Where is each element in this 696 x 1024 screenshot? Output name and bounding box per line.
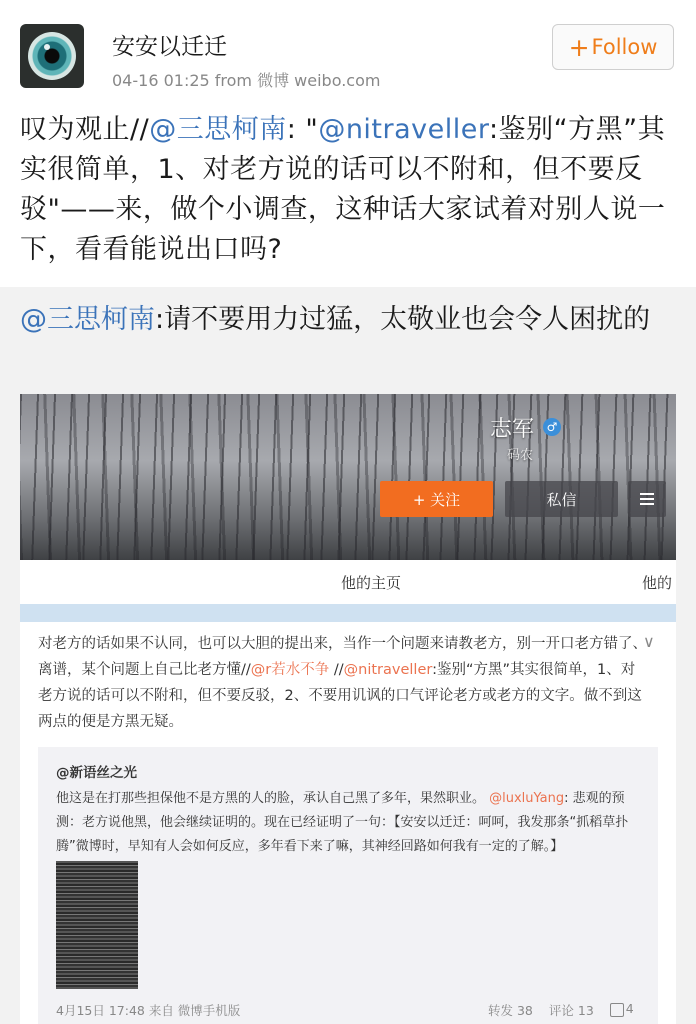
eye-avatar-image (28, 32, 76, 80)
quoted-thumbnail (56, 861, 138, 989)
post-text: 叹为观止//@三思柯南: "@nitraveller:鉴别“方黑”其实很简单，1、对老方说的话可以不附和，但不要反驳"——来，做个小调查，这种话大家试着对别人说一下，看看能说出口吗? (20, 114, 666, 265)
plus-icon: + (568, 32, 590, 62)
male-icon: ♂ (543, 418, 561, 436)
post-header (0, 0, 696, 100)
username[interactable]: 安安以迁迁 (112, 34, 227, 60)
tab-home: 他的主页 (341, 574, 402, 592)
avatar[interactable] (20, 24, 84, 88)
follow-label: Follow (591, 35, 658, 59)
weibo-card (20, 622, 676, 1024)
like-count-wrap (610, 1001, 634, 1019)
message-button: 私信 (505, 481, 618, 517)
quoted-author: @新语丝之光 (56, 765, 137, 781)
like-count: 4 (625, 1001, 634, 1016)
quoted-weibo (38, 747, 658, 1024)
follow-button[interactable] (552, 24, 674, 70)
comment-count: 评论 13 (548, 1003, 594, 1018)
profile-banner (20, 394, 676, 560)
profile-tabs (20, 560, 676, 604)
embedded-screenshot[interactable] (20, 394, 676, 1024)
thumbs-up-icon (610, 1003, 624, 1017)
chevron-down-icon: ∨ (643, 632, 655, 651)
quoted-footer: 4月15日 17:48 来自 微博手机版 (56, 1003, 241, 1018)
profile-subtitle: 码农 (507, 448, 534, 463)
profile-follow-button: + 关注 (380, 481, 493, 517)
tab-other: 他的 (642, 574, 673, 592)
weibo-text: 对老方的话如果不认同，也可以大胆的提出来，当作一个问题来请教老方，别一开口老方错了、离谱，某个问题上自己比老方懂//@r若水不争 //@nitraveller:鉴别“方黑”其实很简单，1、对老方说的话可以不附和，但不要反驳，2、不要用讥讽的口气评论老方或老方的文字。做不到这两点的便是方黑无疑。 (38, 636, 647, 730)
profile-name: 志军 (490, 417, 535, 442)
divider-bar (20, 604, 676, 622)
menu-icon (628, 481, 666, 517)
repost-count: 转发 38 (488, 1003, 533, 1018)
quoted-actions (488, 1001, 634, 1019)
quoted-text: 他这是在打那些担保他不是方黑的人的脸，承认自己黑了多年，果然职业。 @luxluYang: 悲观的预测：老方说他黑，他会继续证明的。现在已经证明了一句：【安安以迁迁：呵呵，我发那条“抓稻草扑腾”微博时，早知有人会如何反应，多年看下来了嘛，其神经回路如何我有一定的了解。】 (56, 791, 629, 854)
mention-link[interactable]: @三思柯南 (20, 304, 155, 335)
post-meta: 04-16 01:25 from 微博 weibo.com (112, 71, 381, 90)
repost-text: @三思柯南:请不要用力过猛，太敬业也会令人困扰的 (20, 304, 651, 335)
mention-link[interactable]: @三思柯南 (149, 114, 287, 145)
mention-link[interactable]: @nitraveller (318, 114, 489, 145)
